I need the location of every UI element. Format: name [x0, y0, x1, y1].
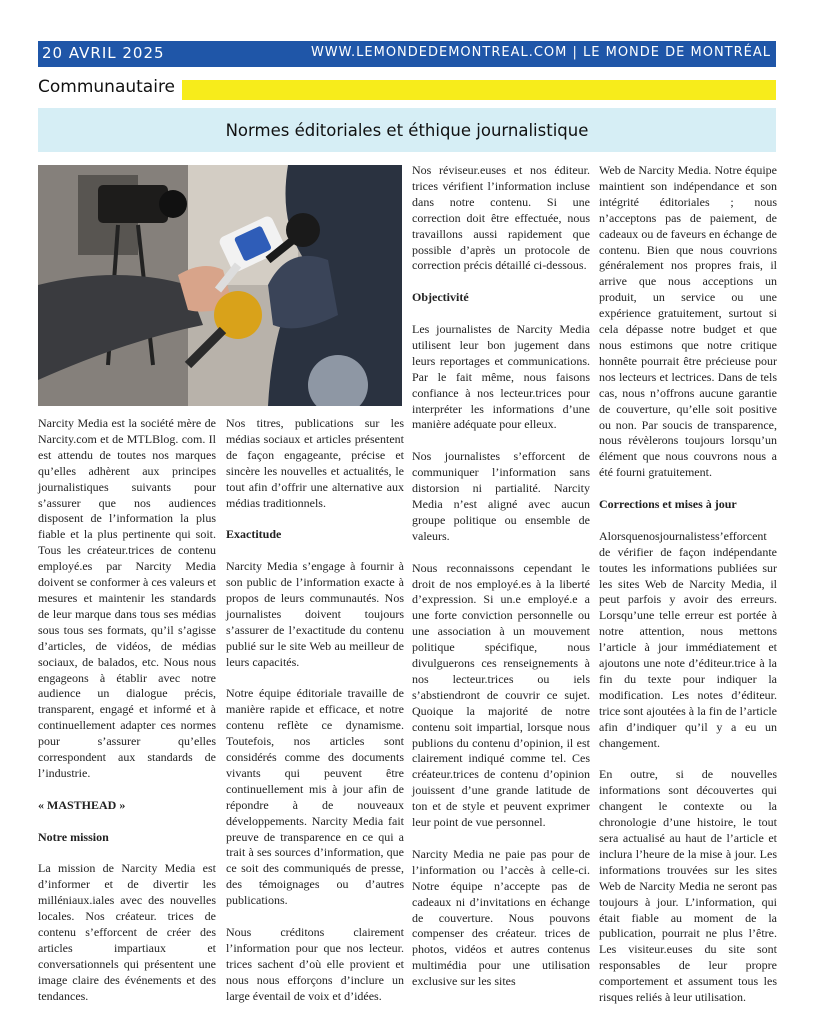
- paragraph-spacer: [412, 274, 590, 290]
- body-paragraph: La mission de Narcity Media est d’informer et de divertir les milléniaux.iales avec des nouvelles locales. Nos créateur. trices de contenu s’efforcent de créer des articles impartiaux et conversationnels qui présentent une image claire des événements et des tendances.: [38, 861, 216, 1003]
- body-paragraph: Alorsquenosjournalistess’efforcent de vérifier de façon indépendante toutes les informations publiées sur les sites Web de Narcity Media, il peut parfois y avoir des erreurs. Lorsqu’une telle erreur est portée à notre attention, nous mettons l’article à jour immédiatement et ajoutons une note d’éditeur.trice à la fin du texte pour indiquer la modification. Les notes d’éditeur. trice sont ajoutées à la fin de l’article afin d’indiquer qu’il y a eu un changement.: [599, 528, 777, 750]
- article-title: Normes éditoriales et éthique journalistique: [225, 120, 589, 140]
- body-paragraph: Narcity Media ne paie pas pour de l’information ou l’accès à celle-ci. Notre équipe n’accepte pas de cadeaux ni d’invitations en échange de couverture. Nous pouvons compenser des créateur. trices de photos, vidéos et autres contenus multimédia pour une utilisation exclusive sur les sites: [412, 846, 590, 989]
- body-paragraph: Nous reconnaissons cependant le droit de nos employé.es à la liberté d’expression. Si un.e employé.e a une forte conviction personnelle ou une association à un mouvement politique spécifique, nous divulguerons ces renseignements à nos lecteur.trices ou iels s’abstiendront de couvrir ce sujet. Quoique la majorité de notre contenu soit impartial, lorsque nous publions du contenu d’opinion, il est clairement indiqué comme tel. Ces créateur.trices de contenu d’opinion jouissent d’une grande latitude de ton et de style et peuvent exprimer leur point de vue personnel.: [412, 560, 590, 830]
- article-column-3: [412, 163, 590, 990]
- subheading: « MASTHEAD »: [38, 797, 126, 812]
- paragraph-spacer: [226, 543, 404, 559]
- paragraph-spacer: [412, 831, 590, 847]
- paragraph-spacer: [412, 545, 590, 561]
- paragraph-spacer: [599, 513, 777, 529]
- paragraph-spacer: [38, 845, 216, 861]
- title-band: [38, 108, 776, 152]
- paragraph-spacer: [226, 909, 404, 925]
- article-column-4: [599, 163, 777, 1006]
- paragraph-spacer: [599, 481, 777, 497]
- paragraph-spacer: [599, 752, 777, 768]
- subheading: Objectivité: [412, 290, 469, 305]
- body-paragraph: Les journalistes de Narcity Media utilisent leur bon jugement dans leurs reportages et communications. Par le fait même, nous faisons confiance à nos lecteur.trices pour interpréter les informations d’une manière adéquate pour elleux.: [412, 322, 590, 432]
- body-paragraph: Web de Narcity Media. Notre équipe maintient son indépendance et son intégrité éditoriales ; nous n’acceptons pas de paiement, de cadeaux ou de faveurs en échange de contenu. Bien que nous couvrions généralement nos propres frais, il arrive que nous acceptions un produit, un service ou une expérience gratuitement, surtout si cela dépasse notre budget et que nous estimons que notre critique honnête pourrait être précieuse pour nos lecteurs et lectrices. Dans de tels cas, nous n’offrons aucune garantie de couverture, qu’elle soit positive ou non. Par soucis de transparence, nous révèlerons toujours lorsqu’un élément que nous couvrons nous a été fourni gratuitement.: [599, 163, 777, 480]
- body-paragraph: En outre, si de nouvelles informations sont découvertes qui changent le contexte ou la chronologie d’une histoire, le tout sera actualisé au haut de l’article et inclura l’heure de la mise à jour. Les informations trouvées sur les sites Web de Narcity Media ne seront pas toujours à jour. L’information, qui était fiable au moment de la publication, pourrait ne plus l’être. Les visiteur.euses du site sont responsables de leur propre comportement et assument tous les risques reliés à leur utilisation.: [599, 767, 777, 1005]
- paragraph-spacer: [38, 814, 216, 830]
- body-paragraph: Nos titres, publications sur les médias sociaux et articles présentent de façon engageante, précise et sincère les nouvelles et actualités, le tout afin d’offrir une alternative aux médias traditionnels.: [226, 416, 404, 510]
- photo-illustration: [38, 165, 402, 406]
- issue-date: 20 AVRIL 2025: [42, 44, 165, 62]
- body-paragraph: Notre équipe éditoriale travaille de manière rapide et efficace, et notre contenu reflète ce dynamisme. Toutefois, nos articles sont considérés comme des documents vivants qui peuvent être continuellement mis à jour afin de répondre à de nouveaux développements. Narcity Media fait preuve de transparence en ce qui a trait à ses sources d’information, que ce soit des communiqués de presse, des témoignages ou d’autres publications.: [226, 686, 404, 908]
- article-column-2: [226, 416, 404, 1004]
- paragraph-spacer: [226, 511, 404, 527]
- paragraph-spacer: [412, 306, 590, 322]
- paragraph-spacer: [38, 782, 216, 798]
- section-accent-bar: [182, 80, 776, 100]
- section-label: Communautaire: [38, 77, 176, 97]
- paragraph-spacer: [412, 433, 590, 449]
- site-name: WWW.LEMONDEDEMONTREAL.COM | LE MONDE DE MONTRÉAL: [310, 45, 771, 60]
- body-paragraph: Nous créditons clairement l’information pour que nos lecteur. trices sachent d’où elle provient et nous nous efforçons d’inclure un large éventail de voix et d’idées.: [226, 924, 404, 1003]
- header-bar: [38, 41, 776, 67]
- subheading: Exactitude: [226, 527, 282, 542]
- body-paragraph: Narcity Media est la société mère de Narcity.com et de MTLBlog. com. Il est attendu de toutes nos marques qu’elles adhèrent aux principes journalistiques suivants pour s’assurer que nos audiences disposent de l’information la plus fiable et la plus pertinente qui soit. Tous les créateur.trices de contenu employé.es par Narcity Media doivent se conformer à ces valeurs et mesures et maintenir les standards de leur marque dans tous ses médias sous tous ses formats, qu’il s’agisse d’articles, de vidéos, de médias sociaux, de balados, etc. Nous nous engageons à établir avec notre audience un dialogue précis, transparent, engagé et informé et à continuellement adapter ces normes pour s’assurer qu’elles correspondent aux standards de l’industrie.: [38, 416, 216, 780]
- body-paragraph: Nos journalistes s’efforcent de communiquer l’information sans distorsion ni partialité. Narcity Media n’est aligné avec aucun groupe politique ou ensemble de valeurs.: [412, 449, 590, 543]
- article-column-1: [38, 416, 216, 1004]
- body-paragraph: Nos réviseur.euses et nos éditeur. trices vérifient l’information incluse dans notre contenu. Si une correction doit être effectuée, nous travaillons aussi rapidement que possible d’après un protocole de correction précis détaillé ci-dessous.: [412, 163, 590, 273]
- body-paragraph: Narcity Media s’engage à fournir à son public de l’information exacte à propos de leurs communautés. Nos journalistes doivent toujours s’assurer de l’exactitude du contenu publié sur le site Web au meilleur de leurs capacités.: [226, 559, 404, 669]
- press-microphones-photo: [38, 165, 402, 406]
- subheading: Corrections et mises à jour: [599, 497, 737, 512]
- subheading: Notre mission: [38, 829, 109, 844]
- paragraph-spacer: [226, 670, 404, 686]
